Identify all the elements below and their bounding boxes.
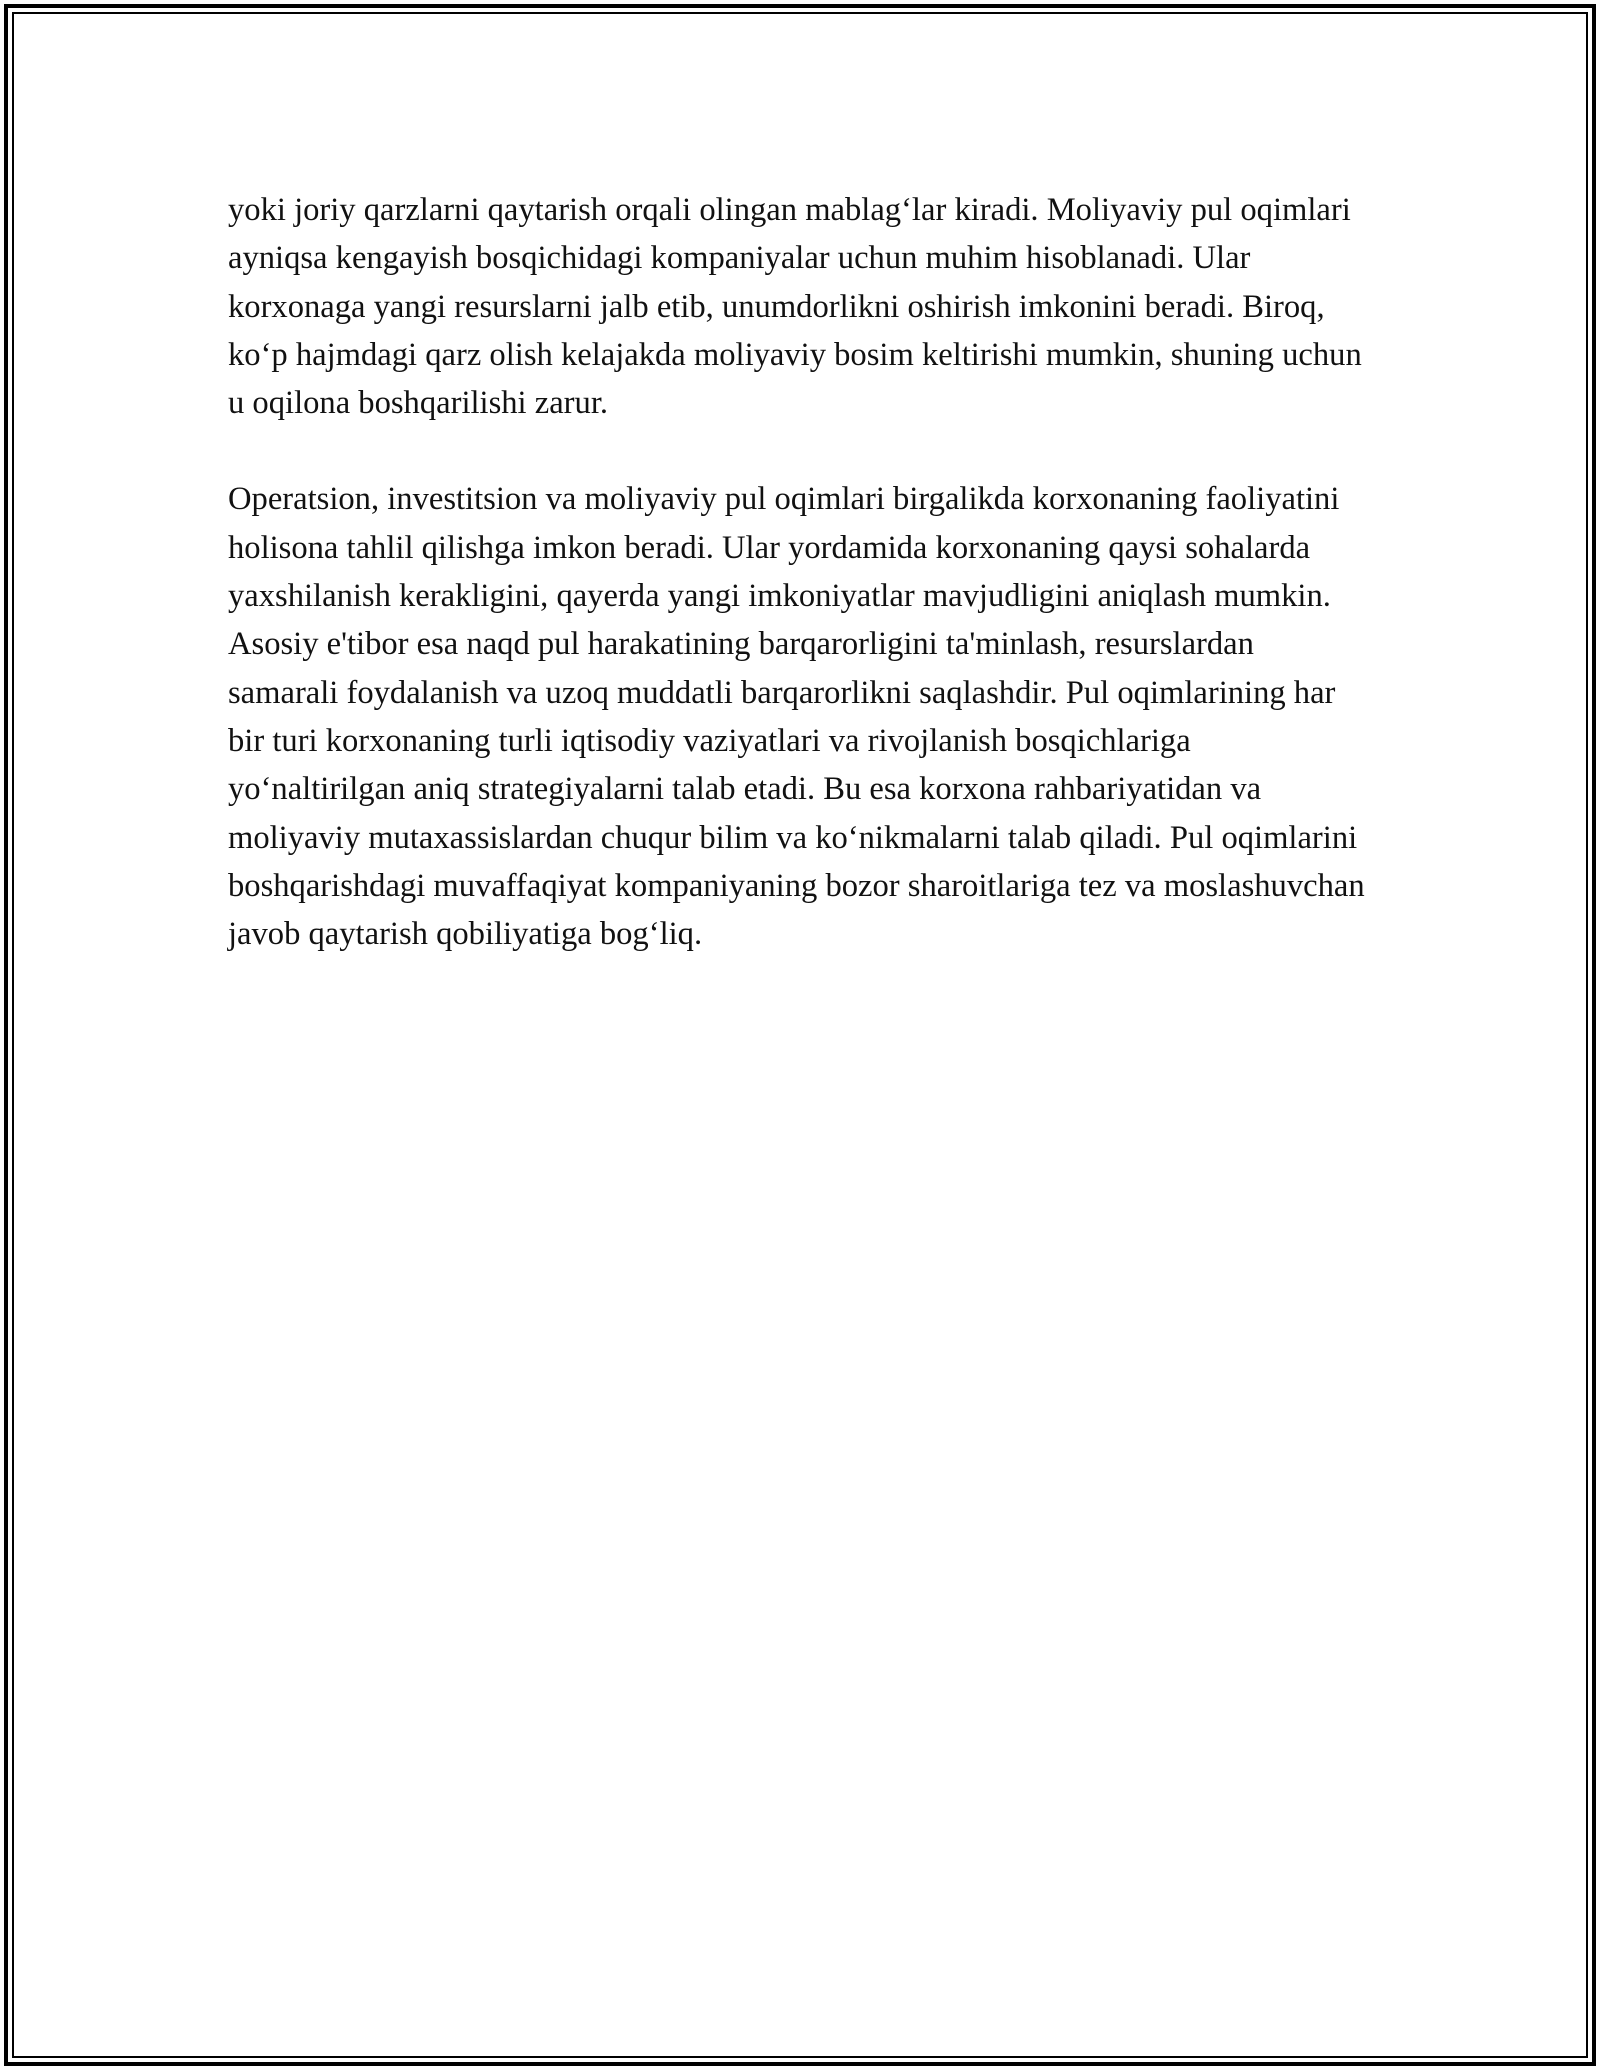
document-body <box>228 186 1368 1006</box>
paragraph-2: Operatsion, investitsion va moliyaviy pul oqimlari birgalikda korxonaning faoliyatini holisona tahlil qilishga imkon beradi. Ular yordamida korxonaning qaysi sohalarda yaxshilanish kerakligini, qayerda yangi imkoniyatlar mavjudligini aniqlash mumkin. Asosiy e'tibor esa naqd pul harakatining barqarorligini ta'minlash, resurslardan samarali foydalanish va uzoq muddatli barqarorlikni saqlashdir. Pul oqimlarining har bir turi korxonaning turli iqtisodiy vaziyatlari va rivojlanish bosqichlariga yo‘naltirilgan aniq strategiyalarni talab etadi. Bu esa korxona rahbariyatidan va moliyaviy mutaxassislardan chuqur bilim va ko‘nikmalarni talab qiladi. Pul oqimlarini boshqarishdagi muvaffaqiyat kompaniyaning bozor sharoitlariga tez va moslashuvchan javob qaytarish qobiliyatiga bog‘liq. <box>228 481 1365 953</box>
paragraph-1: yoki joriy qarzlarni qaytarish orqali olingan mablag‘lar kiradi. Moliyaviy pul oqimlari ayniqsa kengayish bosqichidagi kompaniyalar uchun muhim hisoblanadi. Ular korxonaga yangi resurslarni jalb etib, unumdorlikni oshirish imkonini beradi. Biroq, ko‘p hajmdagi qarz olish kelajakda moliyaviy bosim keltirishi mumkin, shuning uchun u oqilona boshqarilishi zarur. <box>228 192 1362 422</box>
